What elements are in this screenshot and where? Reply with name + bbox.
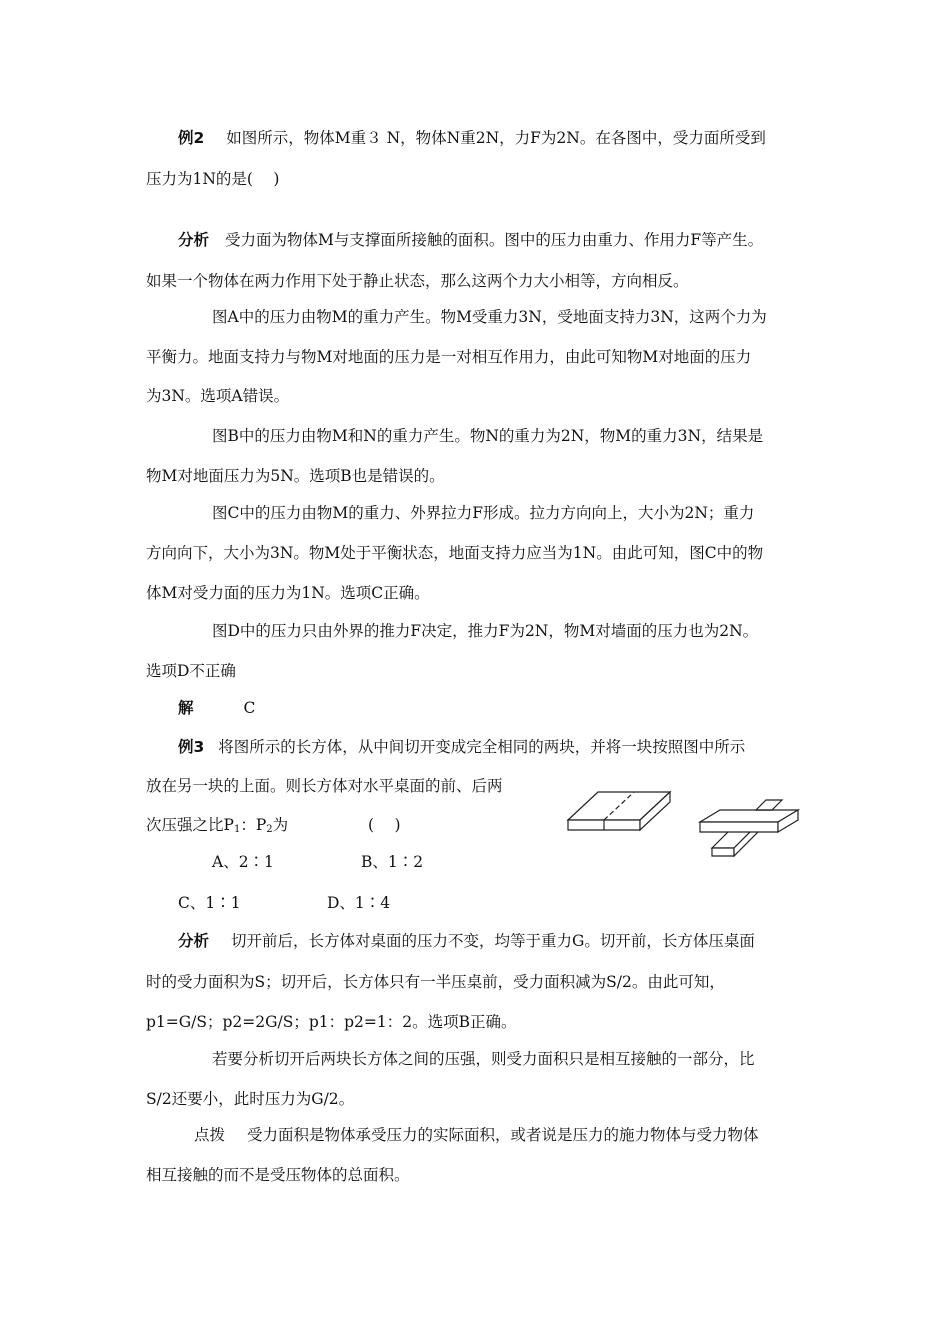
option-d: D、1∶4 [327, 894, 391, 912]
example-3-label: 例3 [178, 738, 205, 756]
answer-line [178, 698, 255, 718]
example-2-line-2: 压力为1N的是( ) [146, 170, 280, 188]
analysis-1-line-11: 图D中的压力只由外界的推力F决定，推力F为2N，物M对墙面的压力也为2N。 [212, 622, 759, 640]
example-2-line-1 [178, 128, 766, 148]
analysis-1-line-10: 体M对受力面的压力为1N。选项C正确。 [146, 584, 430, 602]
example-2-text: 如图所示，物体M重３ N，物体N重2N，力F为2N。在各图中，受力面所受到 [226, 129, 766, 147]
analysis-2-line-5: S/2还要小，此时压力为G/2。 [146, 1090, 355, 1108]
example-3-line-3: 次压强之比$P_1$：$P_2$为 [146, 816, 289, 835]
tip-line-2: 相互接触的而不是受压物体的总面积。 [146, 1166, 410, 1184]
analysis-1-line-12: 选项D不正确 [146, 662, 236, 680]
analysis-2-line-3: p1=G/S；p2=2G/S；p1：p2=1：2。选项B正确。 [146, 1013, 517, 1031]
analysis-1-line-4: 平衡力。地面支持力与物M对地面的压力是一对相互作用力，由此可知物M对地面的压力 [146, 348, 752, 366]
upper-block-front [700, 822, 778, 832]
example-3-line-1: 例3 将图所示的长方体，从中间切开变成完全相同的两块，并将一块按照图中所示 [178, 738, 746, 756]
analysis-2-line-1: 分析 切开前后，长方体对桌面的压力不变，均等于重力G。切开前，长方体压桌面 [178, 932, 755, 950]
lower-block-front [712, 848, 734, 856]
analysis-2-line-2: 时的受力面积为S；切开后，长方体只有一半压桌前，受力面积减为S/2。由此可知， [146, 973, 725, 991]
option-a: A、2∶1 [212, 853, 274, 871]
analysis-2-label: 分析 [178, 932, 210, 950]
example-3-line-2: 放在另一块的上面。则长方体对水平桌面的前、后两 [146, 777, 503, 795]
example-3-blank: ( ) [368, 816, 401, 834]
tip-label: 点拨 [194, 1126, 226, 1144]
analysis-2-line-4: 若要分析切开后两块长方体之间的压强，则受力面积只是相互接触的一部分，比 [212, 1050, 755, 1068]
option-b: B、1∶2 [361, 853, 424, 871]
analysis-1-line-6: 图B中的压力由物M和N的重力产生。物N的重力为2N，物M的重力3N，结果是 [212, 427, 764, 445]
back-block-top [756, 800, 782, 810]
example-2-label: 例2 [178, 129, 205, 147]
analysis-1-line-8: 图C中的压力由物M的重力、外界拉力F形成。拉力方向向上，大小为2N；重力 [212, 504, 755, 522]
answer-value: C [243, 699, 256, 717]
tip-line-1: 点拨 受力面积是物体承受压力的实际面积，或者说是压力的施力物体与受力物体 [194, 1126, 759, 1144]
cuboid-figure [560, 770, 810, 860]
analysis-1-line-5: 为3N。选项A错误。 [146, 387, 290, 405]
answer-label: 解 [178, 699, 194, 717]
analysis-1-line-1: 分析 受力面为物体M与支撑面所接触的面积。图中的压力由重力、作用力F等产生。 [178, 231, 764, 249]
option-c: C、1∶1 [178, 894, 241, 912]
analysis-1-line-2: 如果一个物体在两力作用下处于静止状态，那么这两个力大小相等，方向相反。 [146, 272, 689, 290]
analysis-1-line-9: 方向向下，大小为3N。物M处于平衡状态，地面支持力应当为1N。由此可知，图C中的物 [146, 544, 764, 562]
analysis-1-label: 分析 [178, 231, 210, 249]
analysis-1-line-7: 物M对地面压力为5N。选项B也是错误的。 [146, 467, 445, 485]
analysis-1-line-3: 图A中的压力由物M的重力产生。物M受重力3N，受地面支持力3N，这两个力为 [212, 308, 767, 326]
